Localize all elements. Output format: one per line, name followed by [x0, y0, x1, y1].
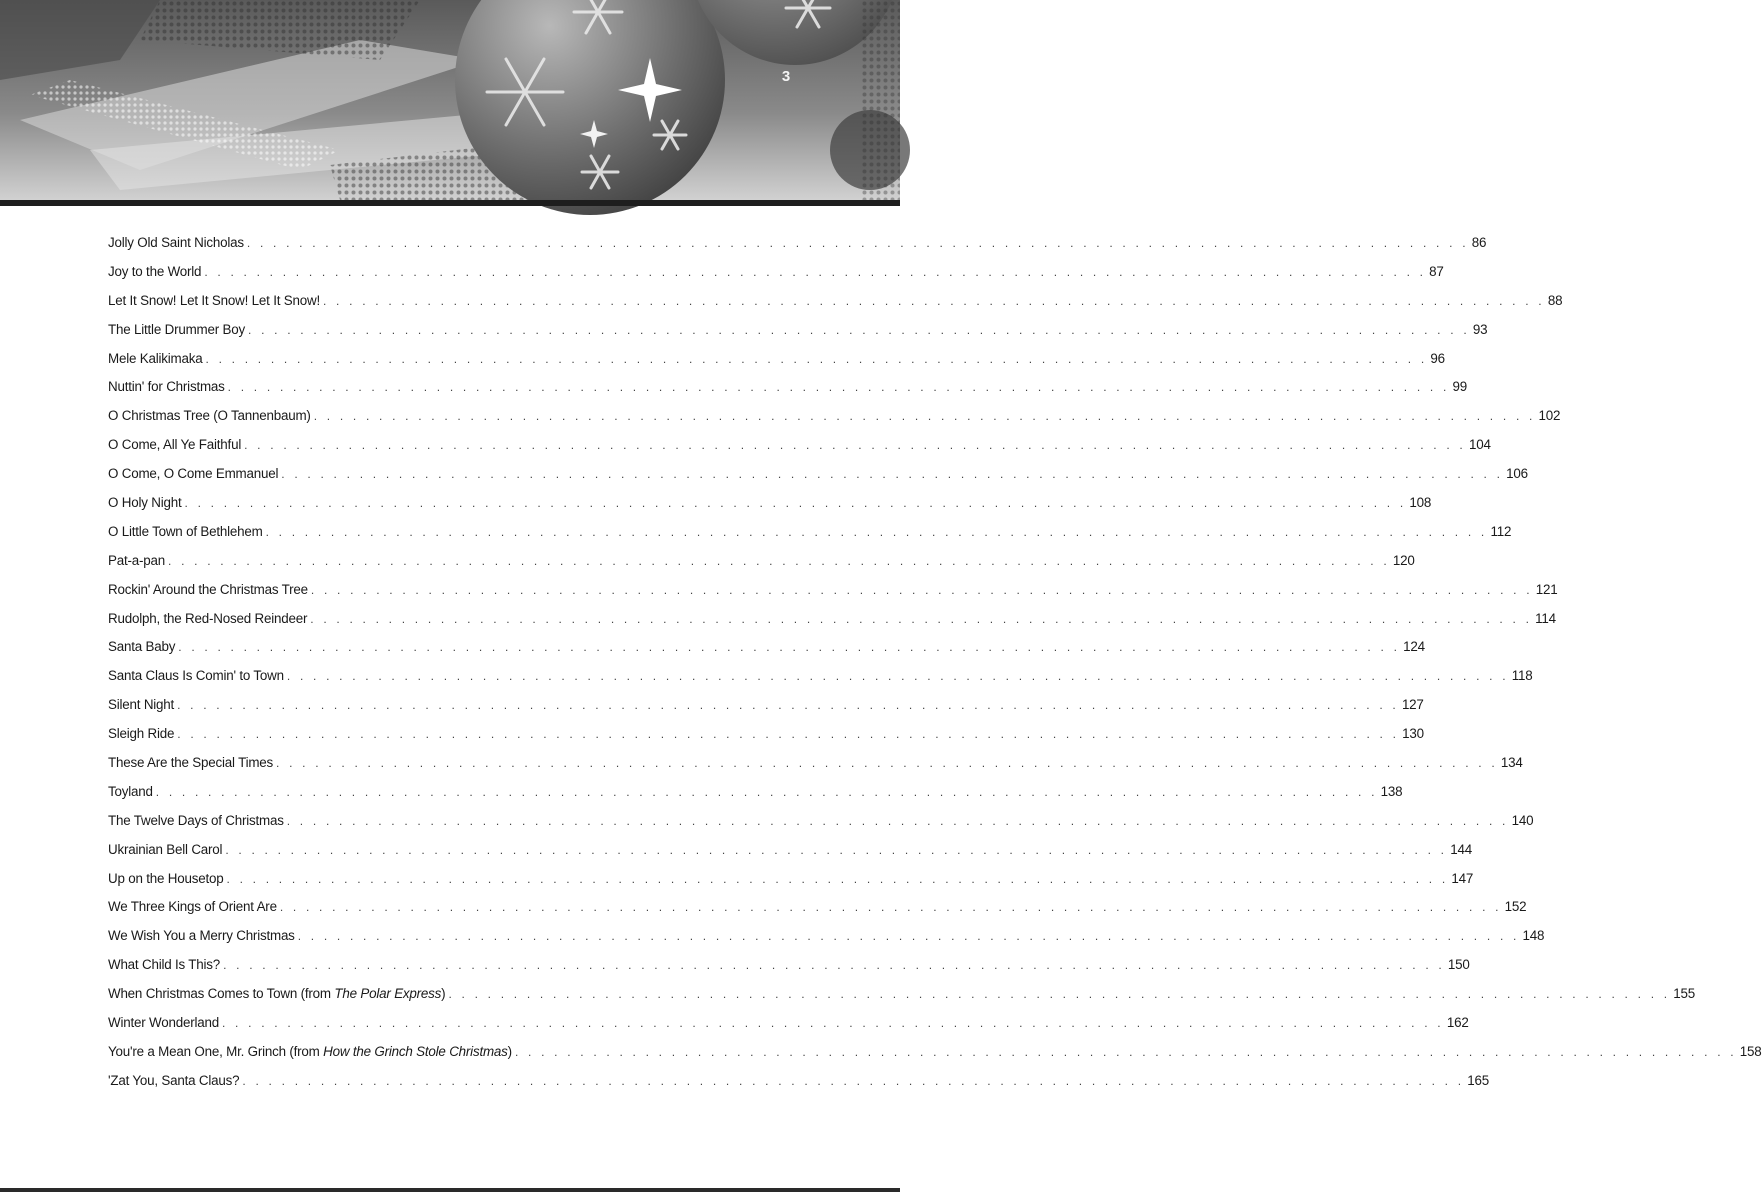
- toc-entry[interactable]: [108, 662, 1533, 691]
- film-title: The Polar Express: [334, 986, 442, 1002]
- toc-entry[interactable]: [108, 633, 1425, 662]
- toc-entry[interactable]: [108, 922, 1545, 951]
- toc-entry[interactable]: [108, 345, 1445, 374]
- toc-entry[interactable]: [108, 1009, 1469, 1038]
- leader-dots: . . . . . . . . . . . . . . . . . . . . . . . . . . . . . . . . . . . . . . . . . . . . . . . . . . . . . . . . . . . . . . . . . . . . . . . . . . . . . . . . . . . . . . . . . . . . . .: [310, 611, 1533, 626]
- toc-entry-page: 112: [1490, 523, 1512, 539]
- toc-entry-title: [108, 980, 445, 1009]
- toc-entry-title: The Twelve Days of Christmas: [108, 812, 284, 828]
- toc-entry-title: We Three Kings of Orient Are: [108, 899, 277, 915]
- toc-entry-title-close: ): [507, 1043, 512, 1059]
- toc-entry-title: 'Zat You, Santa Claus?: [108, 1072, 240, 1088]
- leader-dots: . . . . . . . . . . . . . . . . . . . . . . . . . . . . . . . . . . . . . . . . . . . . . . . . . . . . . . . . . . . . . . . . . . . . . . . . . . . . . . . . . . . . . . . . . . . . . .: [226, 871, 1449, 886]
- toc-entry-title: [108, 1038, 512, 1067]
- toc-entry-page: 108: [1409, 495, 1432, 511]
- leader-dots: . . . . . . . . . . . . . . . . . . . . . . . . . . . . . . . . . . . . . . . . . . . . . . . . . . . . . . . . . . . . . . . . . . . . . . . . . . . . . . . . . . . . . . . . . . . . . .: [204, 264, 1427, 279]
- toc-entry[interactable]: [108, 547, 1415, 576]
- toc-entry[interactable]: [108, 980, 1696, 1009]
- toc-entry[interactable]: [108, 258, 1444, 287]
- toc-entry-page: 87: [1429, 263, 1444, 279]
- leader-dots: . . . . . . . . . . . . . . . . . . . . . . . . . . . . . . . . . . . . . . . . . . . . . . . . . . . . . . . . . . . . . . . . . . . . . . . . . . . . . . . . . . . . . . . . . . . . . .: [322, 293, 1545, 308]
- leader-dots: . . . . . . . . . . . . . . . . . . . . . . . . . . . . . . . . . . . . . . . . . . . . . . . . . . . . . . . . . . . . . . . . . . . . . . . . . . . . . . . . . . . . . . . . . . . . . .: [223, 958, 1445, 973]
- toc-entry-title: O Little Town of Bethlehem: [108, 523, 263, 539]
- toc-entry[interactable]: [108, 893, 1527, 922]
- leader-dots: . . . . . . . . . . . . . . . . . . . . . . . . . . . . . . . . . . . . . . . . . . . . . . . . . . . . . . . . . . . . . . . . . . . . . . . . . . . . . . . . . . . . . . . . . . . . . .: [514, 1044, 1737, 1059]
- toc-entry-title: Santa Claus Is Comin' to Town: [108, 668, 284, 684]
- leader-dots: . . . . . . . . . . . . . . . . . . . . . . . . . . . . . . . . . . . . . . . . . . . . . . . . . . . . . . . . . . . . . . . . . . . . . . . . . . . . . . . . . . . . . . . . . . . . . .: [244, 438, 1466, 453]
- toc-entry-page: 104: [1468, 437, 1491, 453]
- toc-entry-title: Silent Night: [108, 697, 175, 713]
- page-number: 3: [781, 68, 791, 85]
- toc-entry-page: 106: [1506, 466, 1528, 482]
- toc-entry-page: 102: [1538, 408, 1561, 424]
- toc-entry[interactable]: [108, 778, 1403, 807]
- toc-entry-page: 96: [1430, 350, 1445, 366]
- toc-entry-page: 150: [1447, 957, 1470, 973]
- leader-dots: . . . . . . . . . . . . . . . . . . . . . . . . . . . . . . . . . . . . . . . . . . . . . . . . . . . . . . . . . . . . . . . . . . . . . . . . . . . . . . . . . . . . . . . . . . . . . .: [276, 756, 1498, 771]
- toc-entry-page: 88: [1547, 292, 1563, 308]
- leader-dots: . . . . . . . . . . . . . . . . . . . . . . . . . . . . . . . . . . . . . . . . . . . . . . . . . . . . . . . . . . . . . . . . . . . . . . . . . . . . . . . . . . . . . . . . . . . . . .: [286, 669, 1509, 684]
- toc-entry-page: 93: [1472, 321, 1488, 337]
- toc-entry-title: O Come, All Ye Faithful: [108, 437, 242, 453]
- toc-entry-page: 127: [1401, 697, 1424, 713]
- toc-entry[interactable]: [108, 373, 1468, 402]
- leader-dots: . . . . . . . . . . . . . . . . . . . . . . . . . . . . . . . . . . . . . . . . . . . . . . . . . . . . . . . . . . . . . . . . . . . . . . . . . . . . . . . . . . . . . . . . . . . . . .: [279, 900, 1502, 915]
- toc-entry-page: 148: [1522, 928, 1545, 944]
- toc-entry-page: 121: [1535, 581, 1558, 597]
- toc-entry-title: Mele Kalikimaka: [108, 350, 203, 366]
- toc-entry-title: Toyland: [108, 783, 153, 799]
- toc-entry[interactable]: [108, 807, 1534, 836]
- leader-dots: . . . . . . . . . . . . . . . . . . . . . . . . . . . . . . . . . . . . . . . . . . . . . . . . . . . . . . . . . . . . . . . . . . . . . . . . . . . . . . . . . . . . . . . . . . . . . .: [310, 582, 1533, 597]
- leader-dots: . . . . . . . . . . . . . . . . . . . . . . . . . . . . . . . . . . . . . . . . . . . . . . . . . . . . . . . . . . . . . . . . . . . . . . . . . . . . . . . . . . . . . . . . . . . . . .: [177, 727, 1400, 742]
- toc-entry[interactable]: [108, 749, 1523, 778]
- toc-entry-page: 130: [1402, 726, 1424, 742]
- toc-entry-title: Nuttin' for Christmas: [108, 379, 225, 395]
- toc-entry-title: Up on the Housetop: [108, 870, 224, 886]
- toc-entry-page: 118: [1511, 668, 1533, 684]
- leader-dots: . . . . . . . . . . . . . . . . . . . . . . . . . . . . . . . . . . . . . . . . . . . . . . . . . . . . . . . . . . . . . . . . . . . . . . . . . . . . . . . . . . . . . . . . . . . . . .: [313, 409, 1536, 424]
- toc-entry-title: O Come, O Come Emmanuel: [108, 466, 279, 482]
- leader-dots: . . . . . . . . . . . . . . . . . . . . . . . . . . . . . . . . . . . . . . . . . . . . . . . . . . . . . . . . . . . . . . . . . . . . . . . . . . . . . . . . . . . . . . . . . . . . . .: [242, 1073, 1465, 1088]
- toc-entry-page: 140: [1511, 812, 1534, 828]
- toc-entry[interactable]: [108, 489, 1432, 518]
- toc-entry-page: 120: [1392, 552, 1415, 568]
- toc-entry[interactable]: [108, 720, 1424, 749]
- leader-dots: . . . . . . . . . . . . . . . . . . . . . . . . . . . . . . . . . . . . . . . . . . . . . . . . . . . . . . . . . . . . . . . . . . . . . . . . . . . . . . . . . . . . . . . . . . . . . .: [225, 842, 1448, 857]
- table-of-contents: [108, 229, 1762, 1096]
- toc-entry-page: 114: [1535, 610, 1556, 626]
- toc-entry-page: 124: [1403, 639, 1425, 655]
- header-banner: [0, 0, 900, 206]
- leader-dots: . . . . . . . . . . . . . . . . . . . . . . . . . . . . . . . . . . . . . . . . . . . . . . . . . . . . . . . . . . . . . . . . . . . . . . . . . . . . . . . . . . . . . . . . . . . . . .: [184, 496, 1407, 511]
- leader-dots: . . . . . . . . . . . . . . . . . . . . . . . . . . . . . . . . . . . . . . . . . . . . . . . . . . . . . . . . . . . . . . . . . . . . . . . . . . . . . . . . . . . . . . . . . . . . . .: [168, 553, 1390, 568]
- leader-dots: . . . . . . . . . . . . . . . . . . . . . . . . . . . . . . . . . . . . . . . . . . . . . . . . . . . . . . . . . . . . . . . . . . . . . . . . . . . . . . . . . . . . . . . . . . . . . .: [448, 987, 1671, 1002]
- leader-dots: . . . . . . . . . . . . . . . . . . . . . . . . . . . . . . . . . . . . . . . . . . . . . . . . . . . . . . . . . . . . . . . . . . . . . . . . . . . . . . . . . . . . . . . . . . . . . .: [281, 467, 1504, 482]
- toc-entry-page: 155: [1673, 986, 1696, 1002]
- toc-entry-page: 152: [1504, 899, 1527, 915]
- leader-dots: . . . . . . . . . . . . . . . . . . . . . . . . . . . . . . . . . . . . . . . . . . . . . . . . . . . . . . . . . . . . . . . . . . . . . . . . . . . . . . . . . . . . . . . . . . . . . .: [178, 640, 1401, 655]
- ornament-illustration: [0, 0, 900, 206]
- toc-entry[interactable]: [108, 518, 1512, 547]
- toc-entry[interactable]: [108, 431, 1491, 460]
- toc-entry-title: Ukrainian Bell Carol: [108, 841, 223, 857]
- toc-entry-title: Let It Snow! Let It Snow! Let It Snow!: [108, 292, 320, 308]
- toc-entry[interactable]: [108, 1067, 1490, 1096]
- toc-entry-title: The Little Drummer Boy: [108, 321, 245, 337]
- toc-entry-title-text: You're a Mean One, Mr. Grinch (from: [108, 1043, 324, 1059]
- leader-dots: . . . . . . . . . . . . . . . . . . . . . . . . . . . . . . . . . . . . . . . . . . . . . . . . . . . . . . . . . . . . . . . . . . . . . . . . . . . . . . . . . . . . . . . . . . . . . .: [246, 236, 1469, 250]
- toc-entry-title: O Christmas Tree (O Tannenbaum): [108, 408, 311, 424]
- toc-entry[interactable]: [108, 951, 1470, 980]
- toc-entry[interactable]: [108, 316, 1488, 345]
- toc-entry-title: Joy to the World: [108, 263, 202, 279]
- toc-entry-title: Sleigh Ride: [108, 726, 175, 742]
- leader-dots: . . . . . . . . . . . . . . . . . . . . . . . . . . . . . . . . . . . . . . . . . . . . . . . . . . . . . . . . . . . . . . . . . . . . . . . . . . . . . . . . . . . . . . . . . . . . . .: [297, 929, 1520, 944]
- toc-entry[interactable]: [108, 865, 1474, 894]
- toc-entry-title: Rudolph, the Red-Nosed Reindeer: [108, 610, 308, 626]
- toc-entry[interactable]: [108, 836, 1472, 865]
- bottom-edge: [0, 1188, 900, 1192]
- toc-entry-title: Winter Wonderland: [108, 1015, 219, 1031]
- leader-dots: . . . . . . . . . . . . . . . . . . . . . . . . . . . . . . . . . . . . . . . . . . . . . . . . . . . . . . . . . . . . . . . . . . . . . . . . . . . . . . . . . . . . . . . . . . . . . .: [205, 351, 1428, 366]
- leader-dots: . . . . . . . . . . . . . . . . . . . . . . . . . . . . . . . . . . . . . . . . . . . . . . . . . . . . . . . . . . . . . . . . . . . . . . . . . . . . . . . . . . . . . . . . . . . . . .: [221, 1016, 1444, 1031]
- toc-entry-page: 138: [1380, 783, 1403, 799]
- film-title: How the Grinch Stole Christmas: [323, 1043, 508, 1059]
- toc-entry-page: 158: [1739, 1043, 1762, 1059]
- toc-entry[interactable]: [108, 460, 1528, 489]
- leader-dots: . . . . . . . . . . . . . . . . . . . . . . . . . . . . . . . . . . . . . . . . . . . . . . . . . . . . . . . . . . . . . . . . . . . . . . . . . . . . . . . . . . . . . . . . . . . . . .: [286, 813, 1509, 828]
- toc-entry-title: O Holy Night: [108, 495, 182, 511]
- toc-entry-title: Santa Baby: [108, 639, 176, 655]
- toc-entry[interactable]: [108, 605, 1556, 634]
- toc-entry-page: 165: [1467, 1072, 1490, 1088]
- toc-entry[interactable]: [108, 402, 1561, 431]
- toc-entry[interactable]: [108, 229, 1487, 258]
- toc-entry-title: We Wish You a Merry Christmas: [108, 928, 295, 944]
- toc-entry-title: What Child Is This?: [108, 957, 221, 973]
- leader-dots: . . . . . . . . . . . . . . . . . . . . . . . . . . . . . . . . . . . . . . . . . . . . . . . . . . . . . . . . . . . . . . . . . . . . . . . . . . . . . . . . . . . . . . . . . . . . . .: [248, 322, 1470, 337]
- toc-entry-page: 144: [1450, 841, 1472, 857]
- toc-entry-title: These Are the Special Times: [108, 755, 274, 771]
- toc-entry-title-close: ): [441, 986, 446, 1002]
- leader-dots: . . . . . . . . . . . . . . . . . . . . . . . . . . . . . . . . . . . . . . . . . . . . . . . . . . . . . . . . . . . . . . . . . . . . . . . . . . . . . . . . . . . . . . . . . . . . . .: [177, 698, 1399, 713]
- toc-entry-page: 134: [1500, 755, 1523, 771]
- toc-entry[interactable]: [108, 1038, 1762, 1067]
- toc-entry-title: Jolly Old Saint Nicholas: [108, 235, 244, 250]
- toc-entry-title: Rockin' Around the Christmas Tree: [108, 581, 308, 597]
- toc-entry-title: Pat-a-pan: [108, 552, 166, 568]
- toc-entry-title-text: When Christmas Comes to Town (from: [108, 986, 335, 1002]
- toc-entry-page: 86: [1471, 235, 1487, 250]
- leader-dots: . . . . . . . . . . . . . . . . . . . . . . . . . . . . . . . . . . . . . . . . . . . . . . . . . . . . . . . . . . . . . . . . . . . . . . . . . . . . . . . . . . . . . . . . . . . . . .: [227, 380, 1450, 395]
- toc-entry[interactable]: [108, 576, 1558, 605]
- toc-entry-page: 99: [1452, 379, 1468, 395]
- toc-entry-page: 162: [1446, 1015, 1469, 1031]
- toc-entry[interactable]: [108, 287, 1563, 316]
- leader-dots: . . . . . . . . . . . . . . . . . . . . . . . . . . . . . . . . . . . . . . . . . . . . . . . . . . . . . . . . . . . . . . . . . . . . . . . . . . . . . . . . . . . . . . . . . . . . . .: [265, 524, 1488, 539]
- toc-entry[interactable]: [108, 691, 1424, 720]
- toc-entry-page: 147: [1451, 870, 1474, 886]
- leader-dots: . . . . . . . . . . . . . . . . . . . . . . . . . . . . . . . . . . . . . . . . . . . . . . . . . . . . . . . . . . . . . . . . . . . . . . . . . . . . . . . . . . . . . . . . . . . . . .: [155, 784, 1378, 799]
